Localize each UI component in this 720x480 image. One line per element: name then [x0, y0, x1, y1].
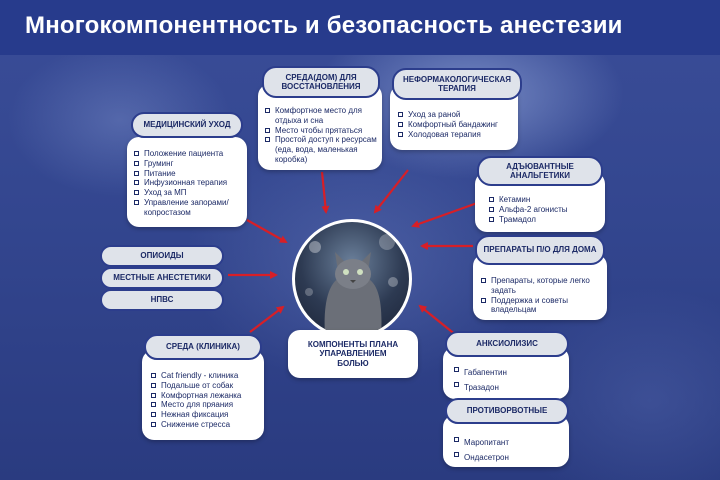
list-item: Место чтобы прятаться [265, 126, 379, 136]
list-item: Снижение стресса [151, 420, 263, 430]
list-item: Подальше от собак [151, 381, 263, 391]
arrow-nonpharm [375, 170, 408, 212]
drug-class-local-anesthetics: МЕСТНЫЕ АНЕСТЕТИКИ [100, 267, 224, 289]
list-item: Поддержка и советы владельцам [481, 296, 603, 316]
clinic-environment-list [151, 371, 263, 430]
list-item: Препараты, которые легко задать [481, 276, 603, 296]
medical-care-title: МЕДИЦИНСКИЙ УХОД [131, 112, 243, 138]
list-item: Инфузионная терапия [134, 178, 244, 188]
list-item: Маропитант [454, 435, 564, 450]
list-item: Cat friendly - клиника [151, 371, 263, 381]
home-environment-list [265, 106, 379, 165]
anxiolysis-list [454, 365, 564, 395]
drug-class-nsaids: НПВС [100, 289, 224, 311]
arrow-adjuvant [413, 202, 480, 226]
antiemetic-title: ПРОТИВОРВОТНЫЕ [445, 398, 569, 424]
anxiolysis-title: АНКСИОЛИЗИС [445, 331, 569, 357]
antiemetic-list [454, 435, 564, 465]
arrow-medical-care [247, 220, 286, 242]
list-item: Габапентин [454, 365, 564, 380]
list-item: Тразадон [454, 380, 564, 395]
home-meds-title: ПРЕПАРАТЫ П/О ДЛЯ ДОМА [475, 235, 605, 265]
nonpharm-title: НЕФОРМАКОЛОГИЧЕСКАЯ ТЕРАПИЯ [392, 68, 522, 100]
clinic-environment-card [142, 350, 264, 440]
list-item: Простой доступ к ресурсам (еда, вода, маленькая коробка) [265, 135, 379, 164]
adjuvant-title: АДЪЮВАНТНЫЕ АНАЛЬГЕТИКИ [477, 156, 603, 186]
list-item: Комфортный бандажинг [398, 120, 516, 130]
clinic-environment-title: СРЕДА (КЛИНИКА) [144, 334, 262, 360]
list-item: Управление запорами/ копростазом [134, 198, 244, 218]
center-label [288, 330, 418, 378]
medical-care-card [127, 137, 247, 227]
adjuvant-list [489, 195, 601, 224]
nonpharm-list [398, 110, 516, 139]
list-item: Альфа-2 агонисты [489, 205, 601, 215]
drug-class-opioids: ОПИОИДЫ [100, 245, 224, 267]
list-item: Трамадол [489, 215, 601, 225]
list-item: Питание [134, 169, 244, 179]
list-item: Комфортная лежанка [151, 391, 263, 401]
home-environment-title: СРЕДА(ДОМ) ДЛЯ ВОССТАНОВЛЕНИЯ [262, 66, 380, 98]
medical-care-list [134, 149, 244, 217]
list-item: Нежная фиксация [151, 410, 263, 420]
list-item: Комфортное место для отдыха и сна [265, 106, 379, 126]
arrow-home-environment [322, 172, 326, 212]
list-item: Уход за МП [134, 188, 244, 198]
home-meds-list [481, 276, 603, 315]
list-item: Уход за раной [398, 110, 516, 120]
list-item: Холодовая терапия [398, 130, 516, 140]
list-item: Ондасетрон [454, 450, 564, 465]
arrow-clinic-environment [250, 307, 283, 332]
cat-photo [292, 219, 412, 339]
list-item: Место для пряания [151, 400, 263, 410]
list-item: Кетамин [489, 195, 601, 205]
page-title: Многокомпонентность и безопасность анестезии [25, 12, 623, 39]
list-item: Груминг [134, 159, 244, 169]
list-item: Положение пациента [134, 149, 244, 159]
center-label-text: КОМПОНЕНТЫ ПЛАНА УПАРАВЛЕНИЕМ БОЛЬЮ [307, 339, 399, 368]
cat-illustration [295, 222, 409, 336]
